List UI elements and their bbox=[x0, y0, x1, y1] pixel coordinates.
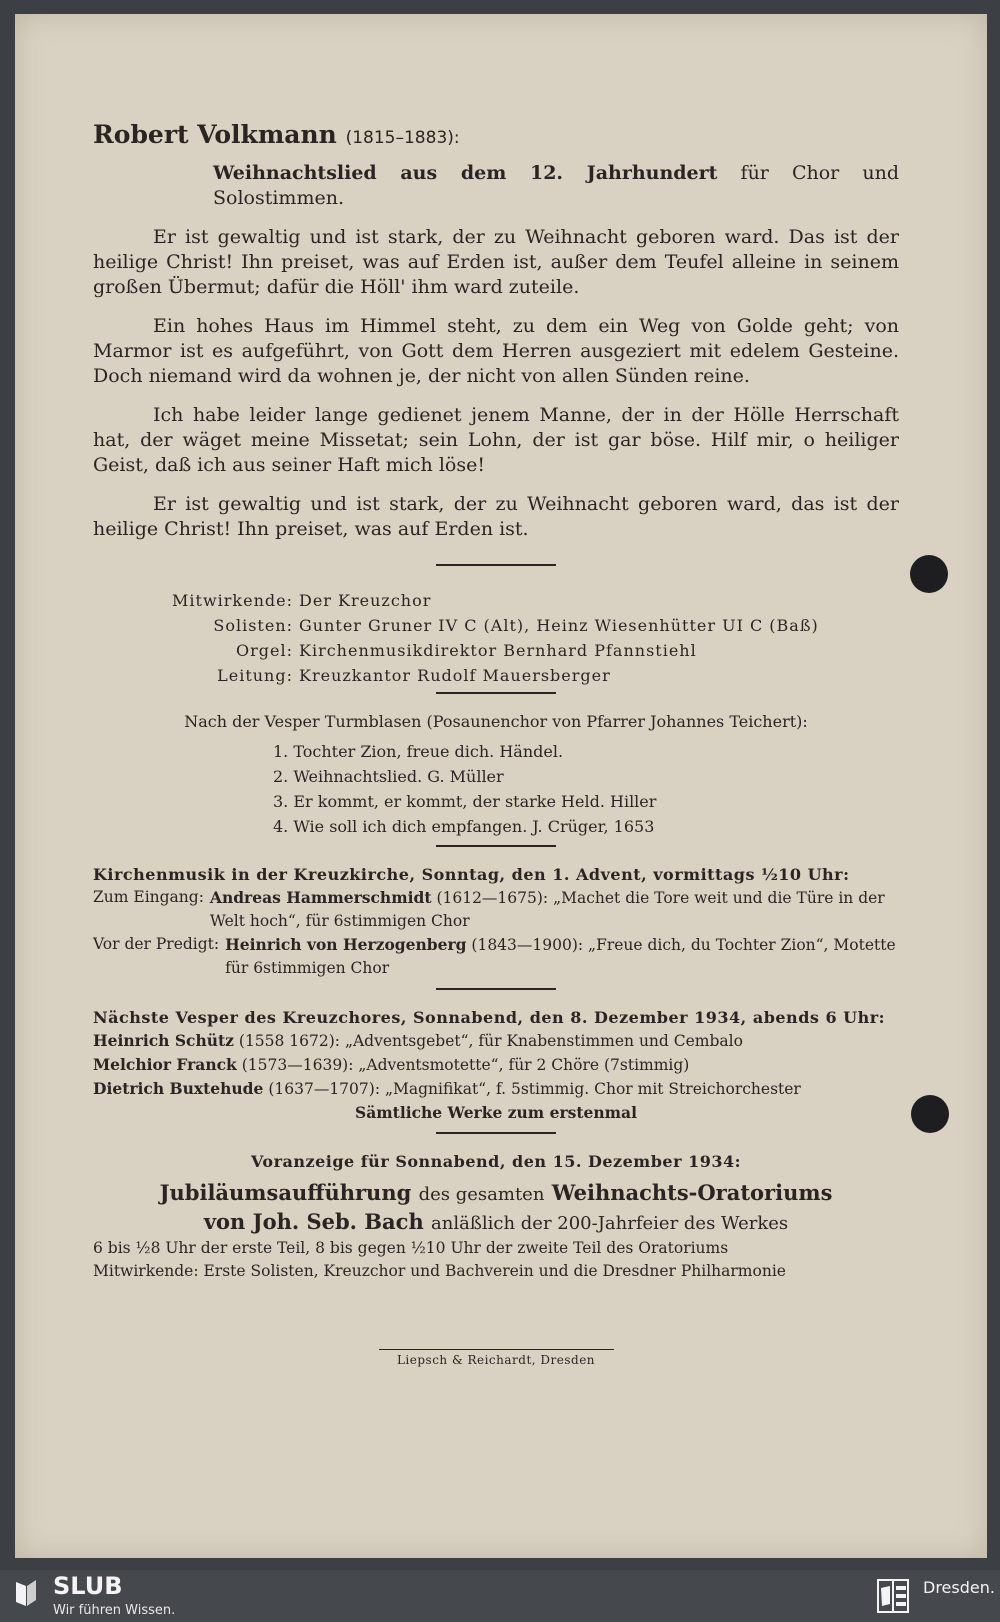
voranzeige-performers: Mitwirkende: Erste Solisten, Kreuzchor und Bachverein und die Dresdner Philharmonie bbox=[93, 1262, 786, 1280]
entry-composer: Heinrich Schütz bbox=[93, 1031, 234, 1050]
voranzeige-title: Jubiläumsaufführung bbox=[159, 1180, 412, 1205]
work-title-bold: Weihnachtslied aus dem 12. Jahrhundert bbox=[213, 162, 718, 184]
entry-composer: Heinrich von Herzogenberg bbox=[225, 935, 467, 954]
program-content bbox=[93, 108, 899, 1367]
voranzeige-line bbox=[93, 1179, 899, 1208]
list-item: 2. Weihnachtslied. G. Müller bbox=[273, 767, 504, 786]
program-entry bbox=[93, 933, 899, 980]
naechste-vesper-section bbox=[93, 1006, 899, 1124]
program-entry bbox=[93, 886, 899, 933]
kirchenmusik-heading: Kirchenmusik in der Kreuzkirche, Sonntag, den 1. Advent, vormittags ½10 Uhr: bbox=[93, 865, 850, 884]
entry-text: (1843—1900): „Freue dich, du Tochter Zion“, Motette für 6stimmigen Chor bbox=[225, 936, 896, 977]
turmblasen-heading: Nach der Vesper Turmblasen (Posaunenchor von Pfarrer Johannes Teichert): bbox=[184, 712, 808, 731]
entry-composer: Dietrich Buxtehude bbox=[93, 1079, 264, 1098]
credit-row bbox=[93, 588, 899, 613]
verse: Er ist gewaltig und ist stark, der zu Weihnacht geboren ward. Das ist der heilige Christ! Ihn preiset, was auf Erden ist, außer dem Teufel alleine in seinem großen Übermut; dafür die Höll' ihm ward zuteile. bbox=[93, 226, 899, 298]
credit-value: Gunter Gruner IV C (Alt), Heinz Wiesenhütter UI C (Baß) bbox=[299, 616, 819, 635]
entry-composer: Melchior Franck bbox=[93, 1055, 237, 1074]
dresden-coat-of-arms-icon bbox=[876, 1576, 912, 1616]
credit-label: Mitwirkende: bbox=[172, 591, 293, 610]
verse: Er ist gewaltig und ist stark, der zu Weihnacht geboren ward, das ist der heilige Christ! Ihn preiset, was auf Erden ist. bbox=[93, 493, 899, 540]
credit-value: Kreuzkantor Rudolf Mauersberger bbox=[299, 666, 611, 685]
composer-dates: (1815–1883): bbox=[345, 128, 460, 148]
turmblasen-section bbox=[93, 710, 899, 839]
entry-text: (1637—1707): „Magnifikat“, f. 5stimmig. Chor mit Streichorchester bbox=[268, 1080, 801, 1098]
voranzeige-text: des gesamten bbox=[418, 1184, 545, 1205]
credit-value: Kirchenmusikdirektor Bernhard Pfannstiehl bbox=[299, 641, 697, 660]
voranzeige-line bbox=[93, 1208, 899, 1237]
punch-hole bbox=[911, 1095, 949, 1133]
voranzeige-section bbox=[93, 1150, 899, 1283]
composer-name: Robert Volkmann bbox=[93, 120, 337, 149]
divider bbox=[436, 988, 556, 990]
divider bbox=[436, 564, 556, 566]
naechste-heading: Nächste Vesper des Kreuzchores, Sonnabend, den 8. Dezember 1934, abends 6 Uhr: bbox=[93, 1008, 886, 1027]
credit-label: Leitung: bbox=[217, 666, 293, 685]
voranzeige-text: anläßlich der 200-Jahrfeier des Werkes bbox=[431, 1213, 789, 1234]
list-item: 1. Tochter Zion, freue dich. Händel. bbox=[273, 742, 564, 761]
dresden-logo-text[interactable]: Dresden. bbox=[923, 1578, 995, 1597]
work-title-rest: für Chor und Solostimmen. bbox=[213, 162, 899, 209]
naechste-note: Sämtliche Werke zum erstenmal bbox=[355, 1103, 637, 1122]
list-item: 4. Wie soll ich dich empfangen. J. Crüger, 1653 bbox=[273, 817, 655, 836]
credit-label: Solisten: bbox=[213, 616, 293, 635]
printer-imprint: Liepsch & Reichardt, Dresden bbox=[396, 1353, 596, 1367]
entry-text: (1573—1639): „Adventsmotette“, für 2 Chöre (7stimmig) bbox=[241, 1056, 690, 1074]
voranzeige-composer: von Joh. Seb. Bach bbox=[203, 1209, 424, 1234]
entry-prefix: Vor der Predigt: bbox=[93, 935, 220, 953]
slub-book-icon bbox=[14, 1578, 38, 1608]
credits bbox=[93, 588, 899, 688]
credit-label: Orgel: bbox=[236, 641, 293, 660]
divider bbox=[379, 1349, 614, 1350]
entry-composer: Andreas Hammerschmidt bbox=[209, 888, 432, 907]
turmblasen-list bbox=[273, 739, 899, 839]
voranzeige-work: Weihnachts-Oratoriums bbox=[551, 1180, 833, 1205]
kirchenmusik-section bbox=[93, 863, 899, 980]
list-item: 3. Er kommt, er kommt, der starke Held. Hiller bbox=[273, 792, 657, 811]
voranzeige-heading: Voranzeige für Sonnabend, den 15. Dezember 1934: bbox=[250, 1152, 742, 1171]
work-title bbox=[213, 161, 899, 211]
divider bbox=[436, 692, 556, 694]
program-entry bbox=[93, 1077, 899, 1101]
credit-value: Der Kreuzchor bbox=[299, 591, 432, 610]
entry-prefix: Zum Eingang: bbox=[93, 888, 204, 906]
divider bbox=[436, 1132, 556, 1134]
slub-tagline: Wir führen Wissen. bbox=[53, 1603, 176, 1618]
verse: Ein hohes Haus im Himmel steht, zu dem ein Weg von Golde geht; von Marmor ist es aufgeführt, von Gott dem Herren ausgeziert mit edelem Gesteine. Doch niemand wird da wohnen je, der nicht von allen Sünden reine. bbox=[93, 315, 899, 387]
credit-row bbox=[93, 613, 899, 638]
entry-text: (1558 1672): „Adventsgebet“, für Knabenstimmen und Cembalo bbox=[238, 1032, 743, 1050]
composer-heading bbox=[93, 120, 899, 149]
credit-row bbox=[93, 638, 899, 663]
slub-logo-text[interactable]: SLUB bbox=[53, 1572, 123, 1600]
divider bbox=[436, 845, 556, 847]
voranzeige-times: 6 bis ½8 Uhr der erste Teil, 8 bis gegen ½10 Uhr der zweite Teil des Oratoriums bbox=[93, 1239, 729, 1257]
program-entry bbox=[93, 1053, 899, 1077]
credit-row bbox=[93, 663, 899, 688]
verse: Ich habe leider lange gedienet jenem Manne, der in der Hölle Herrschaft hat, der wäget meine Missetat; sein Lohn, der ist gar böse. Hilf mir, o heiliger Geist, daß ich aus seiner Haft mich löse! bbox=[93, 404, 899, 476]
program-entry bbox=[93, 1029, 899, 1053]
entry-text: (1612—1675): „Machet die Tore weit und die Türe in der Welt hoch“, für 6stimmigen Chor bbox=[209, 889, 885, 930]
punch-hole bbox=[910, 555, 948, 593]
